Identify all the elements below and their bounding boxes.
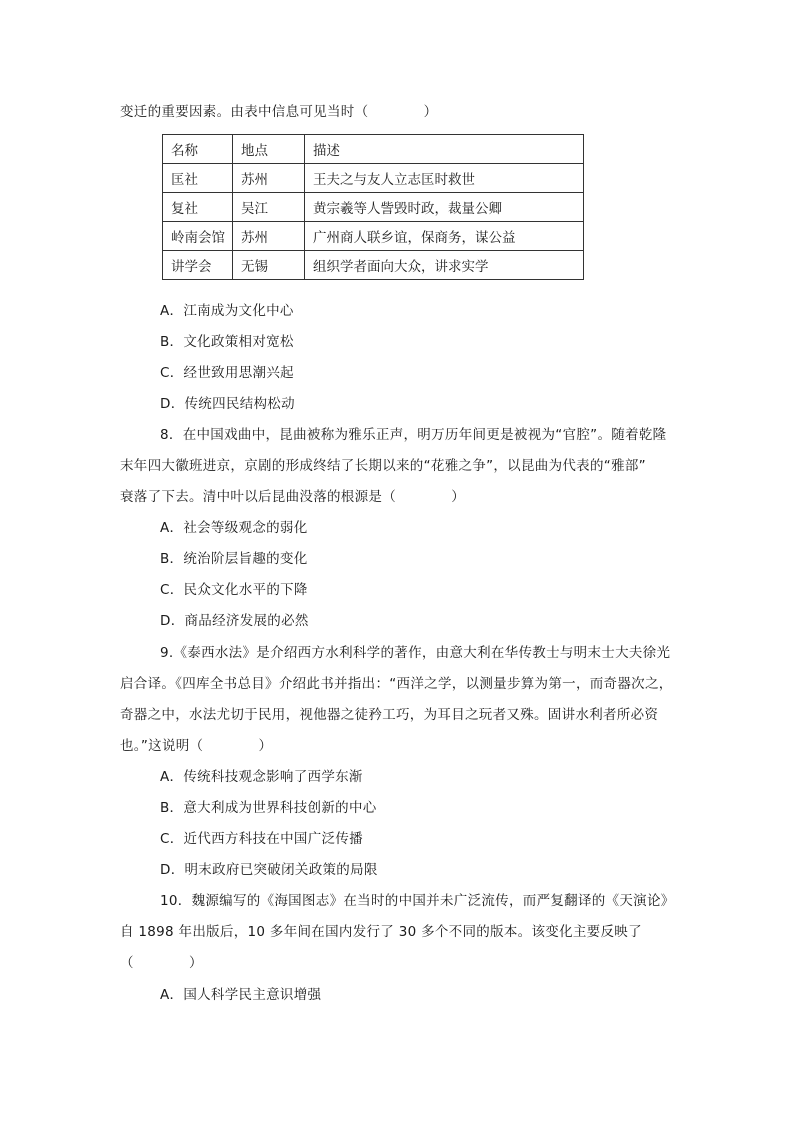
q7-option-b: B．文化政策相对宽松 [160, 334, 294, 350]
q9-option-b: B．意大利成为世界科技创新的中心 [160, 800, 377, 816]
q9-stem-line: 也。”这说明（ ） [120, 738, 273, 754]
table-header-row [163, 135, 584, 164]
table-cell: 吴江 [233, 193, 305, 222]
q8-option-c: C．民众文化水平的下降 [160, 582, 308, 598]
q9-option-d: D．明末政府已突破闭关政策的局限 [160, 862, 378, 878]
table-cell: 讲学会 [163, 251, 233, 280]
info-table [162, 134, 584, 280]
q9-option-c: C．近代西方科技在中国广泛传播 [160, 831, 363, 847]
q9-stem-line: 启合译。《四库全书总目》介绍此书并指出：“西洋之学，以测量步算为第一，而奇器次之， [120, 676, 673, 692]
q8-stem-line: 衰落了下去。清中叶以后昆曲没落的根源是（ ） [120, 489, 465, 505]
q10-option-a: A．国人科学民主意识增强 [160, 987, 322, 1003]
q10-stem-line: 10．魏源编写的《海国图志》在当时的中国并未广泛流传，而严复翻译的《天演论》 [160, 893, 675, 909]
table-row [163, 193, 584, 222]
table-header-cell: 名称 [163, 135, 233, 164]
table-cell: 广州商人联乡谊，保商务，谋公益 [305, 222, 584, 251]
table-row [163, 251, 584, 280]
table-cell: 无锡 [233, 251, 305, 280]
q9-option-a: A．传统科技观念影响了西学东渐 [160, 769, 363, 785]
table-cell: 岭南会馆 [163, 222, 233, 251]
table-row [163, 164, 584, 193]
table-cell: 复社 [163, 193, 233, 222]
table-cell: 王夫之与友人立志匡时救世 [305, 164, 584, 193]
table-cell: 黄宗羲等人訾毁时政，裁量公卿 [305, 193, 584, 222]
table-header-cell: 描述 [305, 135, 584, 164]
q8-option-d: D．商品经济发展的必然 [160, 613, 309, 629]
q7-option-c: C．经世致用思潮兴起 [160, 365, 294, 381]
table-cell: 苏州 [233, 164, 305, 193]
table-cell: 匡社 [163, 164, 233, 193]
q8-option-b: B．统治阶层旨趣的变化 [160, 551, 308, 567]
q8-option-a: A．社会等级观念的弱化 [160, 520, 308, 536]
q9-stem-line: 奇器之中，水法尤切于民用，视他器之徒矜工巧，为耳目之玩者又殊。固讲水利者所必资 [120, 707, 659, 723]
q7-option-d: D．传统四民结构松动 [160, 396, 295, 412]
q10-stem-line: （ ） [120, 955, 203, 971]
table-header-cell: 地点 [233, 135, 305, 164]
q9-stem-line: 9.《泰西水法》是介绍西方水利科学的著作，由意大利在华传教士与明末士大夫徐光 [160, 645, 671, 661]
table-cell: 苏州 [233, 222, 305, 251]
q8-stem-line: 末年四大徽班进京，京剧的形成终结了长期以来的“花雅之争”，以昆曲为代表的“雅部” [120, 458, 646, 474]
table-row [163, 222, 584, 251]
q7-option-a: A．江南成为文化中心 [160, 303, 294, 319]
q10-stem-line: 自 1898 年出版后，10 多年间在国内发行了 30 多个不同的版本。该变化主要反映了 [120, 924, 642, 940]
intro-line: 变迁的重要因素。由表中信息可见当时（ ） [120, 104, 438, 120]
table-cell: 组织学者面向大众，讲求实学 [305, 251, 584, 280]
q8-stem-line: 8．在中国戏曲中，昆曲被称为雅乐正声，明万历年间更是被视为“官腔”。随着乾隆 [160, 427, 667, 443]
